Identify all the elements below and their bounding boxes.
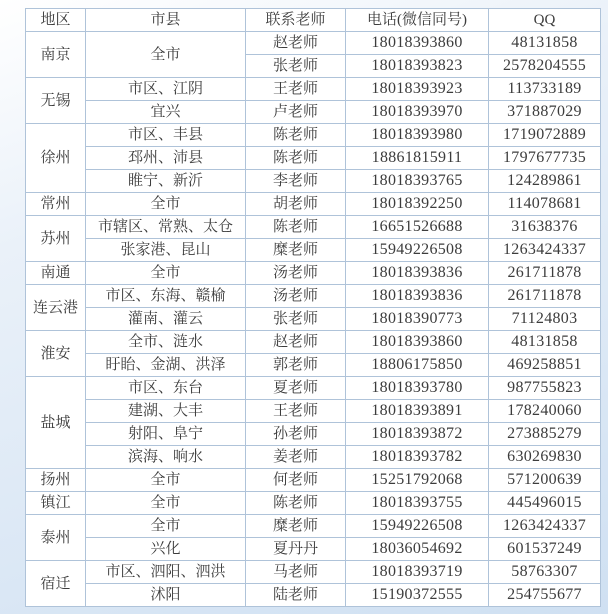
teacher-cell: 糜老师 <box>246 515 346 538</box>
phone-cell: 15949226508 <box>346 239 489 262</box>
phone-cell: 18018393891 <box>346 400 489 423</box>
teacher-cell: 陈老师 <box>246 492 346 515</box>
table-row <box>26 147 601 170</box>
table-row <box>26 377 601 400</box>
area-cell: 市辖区、常熟、太仓 <box>86 216 246 239</box>
table-row <box>26 308 601 331</box>
qq-cell: 31638376 <box>489 216 601 239</box>
qq-cell: 371887029 <box>489 101 601 124</box>
phone-cell: 18018393923 <box>346 78 489 101</box>
phone-cell: 15949226508 <box>346 515 489 538</box>
phone-cell: 18018393980 <box>346 124 489 147</box>
phone-cell: 18018392250 <box>346 193 489 216</box>
area-cell: 全市 <box>86 32 246 78</box>
qq-cell: 261711878 <box>489 262 601 285</box>
teacher-cell: 姜老师 <box>246 446 346 469</box>
teacher-cell: 张老师 <box>246 308 346 331</box>
teacher-cell: 马老师 <box>246 561 346 584</box>
qq-cell: 48131858 <box>489 32 601 55</box>
area-cell: 沭阳 <box>86 584 246 607</box>
table-row <box>26 78 601 101</box>
region-cell: 连云港 <box>26 285 86 331</box>
teacher-cell: 王老师 <box>246 78 346 101</box>
qq-cell: 445496015 <box>489 492 601 515</box>
phone-cell: 18018390773 <box>346 308 489 331</box>
phone-cell: 18018393719 <box>346 561 489 584</box>
phone-cell: 18018393860 <box>346 331 489 354</box>
qq-cell: 58763307 <box>489 561 601 584</box>
area-cell: 市区、泗阳、泗洪 <box>86 561 246 584</box>
area-cell: 灌南、灌云 <box>86 308 246 331</box>
phone-cell: 18036054692 <box>346 538 489 561</box>
teacher-cell: 赵老师 <box>246 32 346 55</box>
column-header-region: 地区 <box>26 9 86 32</box>
area-cell: 市区、丰县 <box>86 124 246 147</box>
table-row <box>26 331 601 354</box>
phone-cell: 18018393860 <box>346 32 489 55</box>
qq-cell: 601537249 <box>489 538 601 561</box>
table-row <box>26 584 601 607</box>
region-cell: 盐城 <box>26 377 86 469</box>
region-cell: 泰州 <box>26 515 86 561</box>
teacher-cell: 汤老师 <box>246 262 346 285</box>
qq-cell: 987755823 <box>489 377 601 400</box>
table-row <box>26 239 601 262</box>
region-cell: 淮安 <box>26 331 86 377</box>
table-row <box>26 32 601 55</box>
phone-cell: 18018393782 <box>346 446 489 469</box>
header-row <box>26 9 601 32</box>
qq-cell: 630269830 <box>489 446 601 469</box>
teacher-cell: 张老师 <box>246 55 346 78</box>
area-cell: 射阳、阜宁 <box>86 423 246 446</box>
region-cell: 常州 <box>26 193 86 216</box>
qq-cell: 178240060 <box>489 400 601 423</box>
table-row <box>26 538 601 561</box>
region-cell: 无锡 <box>26 78 86 124</box>
qq-cell: 469258851 <box>489 354 601 377</box>
phone-cell: 18018393970 <box>346 101 489 124</box>
qq-cell: 124289861 <box>489 170 601 193</box>
region-cell: 宿迁 <box>26 561 86 607</box>
phone-cell: 18018393780 <box>346 377 489 400</box>
region-cell: 苏州 <box>26 216 86 262</box>
contact-table <box>25 8 601 607</box>
area-cell: 全市 <box>86 515 246 538</box>
teacher-cell: 陈老师 <box>246 216 346 239</box>
table-body <box>26 32 601 607</box>
teacher-cell: 郭老师 <box>246 354 346 377</box>
region-cell: 扬州 <box>26 469 86 492</box>
table-row <box>26 446 601 469</box>
phone-cell: 16651526688 <box>346 216 489 239</box>
region-cell: 徐州 <box>26 124 86 193</box>
teacher-cell: 夏老师 <box>246 377 346 400</box>
column-header-teacher: 联系老师 <box>246 9 346 32</box>
phone-cell: 18018393823 <box>346 55 489 78</box>
table-row <box>26 469 601 492</box>
table-row <box>26 515 601 538</box>
table-row <box>26 262 601 285</box>
area-cell: 兴化 <box>86 538 246 561</box>
area-cell: 全市 <box>86 193 246 216</box>
phone-cell: 18806175850 <box>346 354 489 377</box>
area-cell: 建湖、大丰 <box>86 400 246 423</box>
phone-cell: 18018393872 <box>346 423 489 446</box>
phone-cell: 15251792068 <box>346 469 489 492</box>
phone-cell: 18018393755 <box>346 492 489 515</box>
qq-cell: 261711878 <box>489 285 601 308</box>
table-row <box>26 170 601 193</box>
phone-cell: 18018393836 <box>346 285 489 308</box>
teacher-cell: 何老师 <box>246 469 346 492</box>
qq-cell: 114078681 <box>489 193 601 216</box>
teacher-cell: 王老师 <box>246 400 346 423</box>
qq-cell: 2578204555 <box>489 55 601 78</box>
table-row <box>26 124 601 147</box>
area-cell: 全市 <box>86 492 246 515</box>
region-cell: 南京 <box>26 32 86 78</box>
qq-cell: 71124803 <box>489 308 601 331</box>
teacher-cell: 糜老师 <box>246 239 346 262</box>
qq-cell: 273885279 <box>489 423 601 446</box>
teacher-cell: 夏丹丹 <box>246 538 346 561</box>
area-cell: 睢宁、新沂 <box>86 170 246 193</box>
qq-cell: 113733189 <box>489 78 601 101</box>
table-row <box>26 400 601 423</box>
table-row <box>26 101 601 124</box>
region-cell: 南通 <box>26 262 86 285</box>
area-cell: 盱眙、金湖、洪泽 <box>86 354 246 377</box>
table-row <box>26 492 601 515</box>
teacher-cell: 陈老师 <box>246 124 346 147</box>
teacher-cell: 李老师 <box>246 170 346 193</box>
area-cell: 宜兴 <box>86 101 246 124</box>
teacher-cell: 孙老师 <box>246 423 346 446</box>
qq-cell: 571200639 <box>489 469 601 492</box>
table-row <box>26 285 601 308</box>
column-header-area: 市县 <box>86 9 246 32</box>
phone-cell: 18861815911 <box>346 147 489 170</box>
column-header-phone: 电话(微信同号) <box>346 9 489 32</box>
table-row <box>26 561 601 584</box>
phone-cell: 18018393836 <box>346 262 489 285</box>
teacher-cell: 赵老师 <box>246 331 346 354</box>
area-cell: 市区、江阴 <box>86 78 246 101</box>
qq-cell: 1263424337 <box>489 239 601 262</box>
table-row <box>26 216 601 239</box>
area-cell: 全市 <box>86 469 246 492</box>
table-row <box>26 193 601 216</box>
qq-cell: 1263424337 <box>489 515 601 538</box>
qq-cell: 1797677735 <box>489 147 601 170</box>
column-header-qq: QQ <box>489 9 601 32</box>
teacher-cell: 陈老师 <box>246 147 346 170</box>
area-cell: 全市、涟水 <box>86 331 246 354</box>
phone-cell: 15190372555 <box>346 584 489 607</box>
area-cell: 全市 <box>86 262 246 285</box>
area-cell: 邳州、沛县 <box>86 147 246 170</box>
area-cell: 张家港、昆山 <box>86 239 246 262</box>
area-cell: 滨海、响水 <box>86 446 246 469</box>
area-cell: 市区、东台 <box>86 377 246 400</box>
teacher-cell: 陆老师 <box>246 584 346 607</box>
area-cell: 市区、东海、赣榆 <box>86 285 246 308</box>
table-row <box>26 354 601 377</box>
qq-cell: 254755677 <box>489 584 601 607</box>
qq-cell: 48131858 <box>489 331 601 354</box>
qq-cell: 1719072889 <box>489 124 601 147</box>
teacher-cell: 卢老师 <box>246 101 346 124</box>
teacher-cell: 胡老师 <box>246 193 346 216</box>
phone-cell: 18018393765 <box>346 170 489 193</box>
teacher-cell: 汤老师 <box>246 285 346 308</box>
table-row <box>26 423 601 446</box>
region-cell: 镇江 <box>26 492 86 515</box>
